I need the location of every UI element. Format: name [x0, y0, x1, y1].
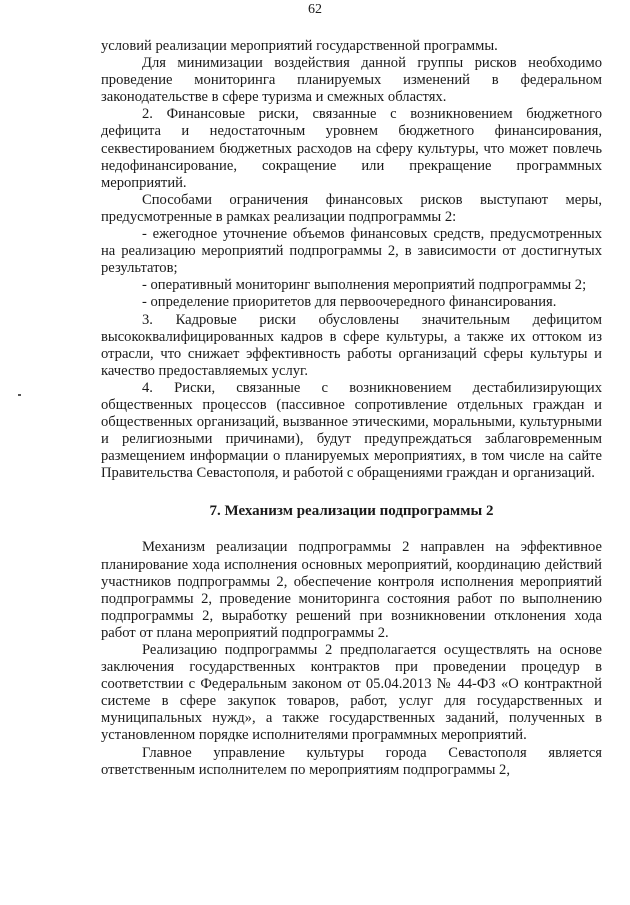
paragraph-personnel-risks: 3. Кадровые риски обусловлены значительным дефицитом высококвалифицированных кадров в сфере культуры, а также их оттоком из отрасли, что снижает эффективность работы организаций сферы культуры и качество предоставляемых услуг.	[101, 311, 602, 379]
list-item-priorities: - определение приоритетов для первоочередного финансирования.	[142, 294, 557, 311]
section-heading: 7. Механизм реализации подпрограммы 2	[209, 503, 494, 520]
paragraph-responsible-executor: Главное управление культуры города Севастополя является ответственным исполнителем по мероприятиям подпрограммы 2,	[101, 744, 602, 778]
list-item-operational-monitoring: - оперативный мониторинг выполнения мероприятий подпрограммы 2;	[142, 277, 587, 294]
paragraph-implementation-contracts: Реализацию подпрограммы 2 предполагается осуществлять на основе заключения государственных контрактов при проведении процедур в соответствии с Федеральным законом от 05.04.2013 № 44-ФЗ «О контрактной системе в сфере закупок товаров, работ, услуг для государственных и муниципальных нужд», а также государственных заданий, полученных в установленном порядке исполнителями программных мероприятий.	[101, 642, 602, 744]
paragraph-risk-limitation-methods: Способами ограничения финансовых рисков выступают меры, предусмотренные в рамках реализации подпрограммы 2:	[101, 191, 602, 225]
paragraph-continuation: условий реализации мероприятий государственной программы.	[101, 38, 498, 54]
list-item-annual-adjustment: - ежегодное уточнение объемов финансовых средств, предусмотренных на реализацию мероприятий подпрограммы 2, в зависимости от достигнутых результатов;	[101, 226, 602, 277]
paragraph-mechanism: Механизм реализации подпрограммы 2 направлен на эффективное планирование хода исполнения основных мероприятий, координацию действий участников подпрограммы 2, обеспечение контроля исполнения мероприятий подпрограммы 2, проведение мониторинга состояния работ по выполнению подпрограммы 2, выработку решений при возникновении отклонения хода работ от плана мероприятий подпрограммы 2.	[101, 539, 602, 641]
paragraph-social-risks: 4. Риски, связанные с возникновением дестабилизирующих общественных процессов (пассивное сопротивление отдельных граждан и общественных организаций, вызванное этическими, моральными, культурными и религиозными причинами), будут предупреждаться заблаговременным размещением информации о планируемых мероприятиях, в том числе на сайте Правительства Севастополя, и работой с обращениями граждан и организаций.	[101, 379, 602, 482]
paragraph-financial-risks: 2. Финансовые риски, связанные с возникновением бюджетного дефицита и недостаточным уровнем бюджетного финансирования, секвестированием бюджетных расходов на сферу культуры, что может повлечь недофинансирование, сокращение или прекращение программных мероприятий.	[101, 106, 602, 191]
document-body	[101, 38, 602, 779]
paragraph-risk-minimization: Для минимизации воздействия данной группы рисков необходимо проведение мониторинга планируемых изменений в федеральном законодательстве в сфере туризма и смежных областях.	[101, 55, 602, 106]
page-number: 62	[308, 2, 322, 17]
margin-mark	[18, 394, 21, 396]
